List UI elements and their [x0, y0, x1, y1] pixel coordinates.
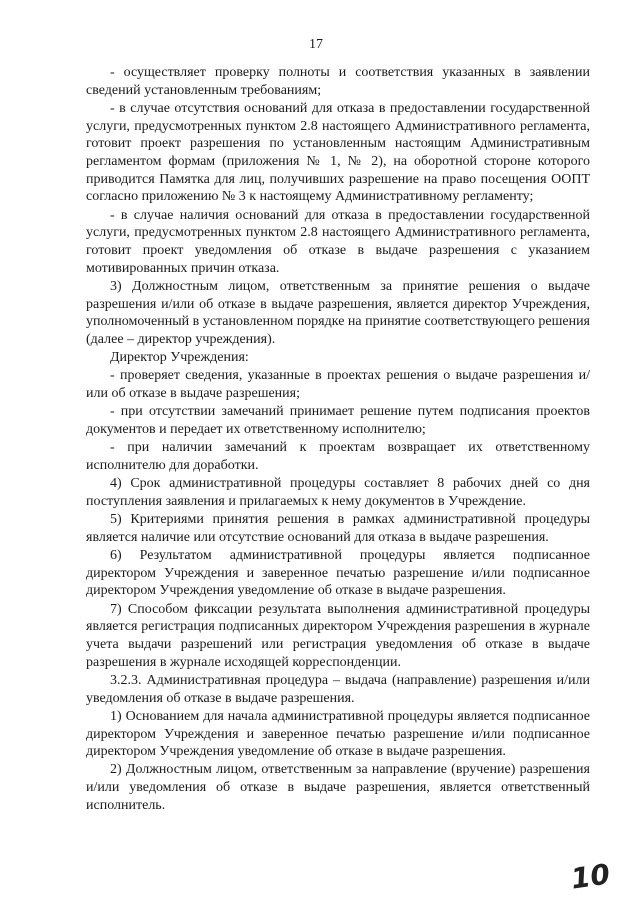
paragraph: - при наличии замечаний к проектам возвращает их ответственному исполнителю для доработки. [86, 440, 590, 473]
paragraph: - в случае отсутствия оснований для отказа в предоставлении государственной услуги, предусмотренных пунктом 2.8 настоящего Административного регламента, готовит проект разрешения по установленным настоящим Административным регламентом формам (приложения № 1, № 2), на оборотной стороне которого приводится Памятка для лиц, получивших разрешение на право посещения ООПТ согласно приложению № 3 к настоящему Административному регламенту; [86, 100, 590, 205]
paragraph: - при отсутствии замечаний принимает решение путем подписания проектов документов и передает их ответственному исполнителю; [86, 404, 590, 438]
paragraph: 4) Срок административной процедуры составляет 8 рабочих дней со дня поступления заявления и прилагаемых к нему документов в Учреждение. [86, 476, 590, 509]
handwritten-page-number: 10 [568, 857, 613, 896]
page-number: 17 [309, 37, 323, 52]
paragraph: 2) Должностным лицом, ответственным за направление (вручение) разрешения и/или уведомления об отказе в выдаче разрешения, является ответственный исполнитель. [86, 762, 590, 813]
paragraph: 7) Способом фиксации результата выполнения административной процедуры является регистрация подписанных директором Учреждения разрешения в журнале учета выдачи разрешений или регистрация уведомления об отказе в выдаче разрешения в журнале исходящей корреспонденции. [86, 601, 590, 670]
paragraph: 3) Должностным лицом, ответственным за принятие решения о выдаче разрешения и/или об отказе в выдаче разрешения, является директор Учреждения, уполномоченный в установленном порядке на принятие соответствующего решения (далее – директор учреждения). [86, 278, 590, 348]
paragraph: 6) Результатом административной процедуры является подписанное директором Учреждения и заверенное печатью разрешение и/или подписанное директором Учреждения уведомление об отказе в выдаче разрешения. [86, 547, 590, 599]
paragraph: Директор Учреждения: [110, 350, 249, 366]
paragraph: 1) Основанием для начала административной процедуры является подписанное директором Учреждения и заверенное печатью разрешение и/или подписанное директором Учреждения уведомление об отказе в выдаче разрешения. [86, 708, 590, 760]
paragraph: 3.2.3. Административная процедура – выдача (направление) разрешения и/или уведомления об отказе в выдаче разрешения. [86, 672, 590, 706]
paragraph: - в случае наличия оснований для отказа в предоставлении государственной услуги, предусмотренных пунктом 2.8 настоящего Административного регламента, готовит проект уведомления об отказе в выдаче разрешения с указанием мотивированных причин отказа. [86, 207, 590, 276]
paragraph: - проверяет сведения, указанные в проектах решения о выдаче разрешения и/или об отказе в выдаче разрешения; [86, 368, 590, 402]
document-body [86, 64, 590, 815]
paragraph: - осуществляет проверку полноты и соответствия указанных в заявлении сведений установленным требованиям; [86, 65, 590, 98]
paragraph: 5) Критериями принятия решения в рамках административной процедуры является наличие или отсутствие оснований для отказа в выдаче разрешения. [86, 512, 590, 545]
